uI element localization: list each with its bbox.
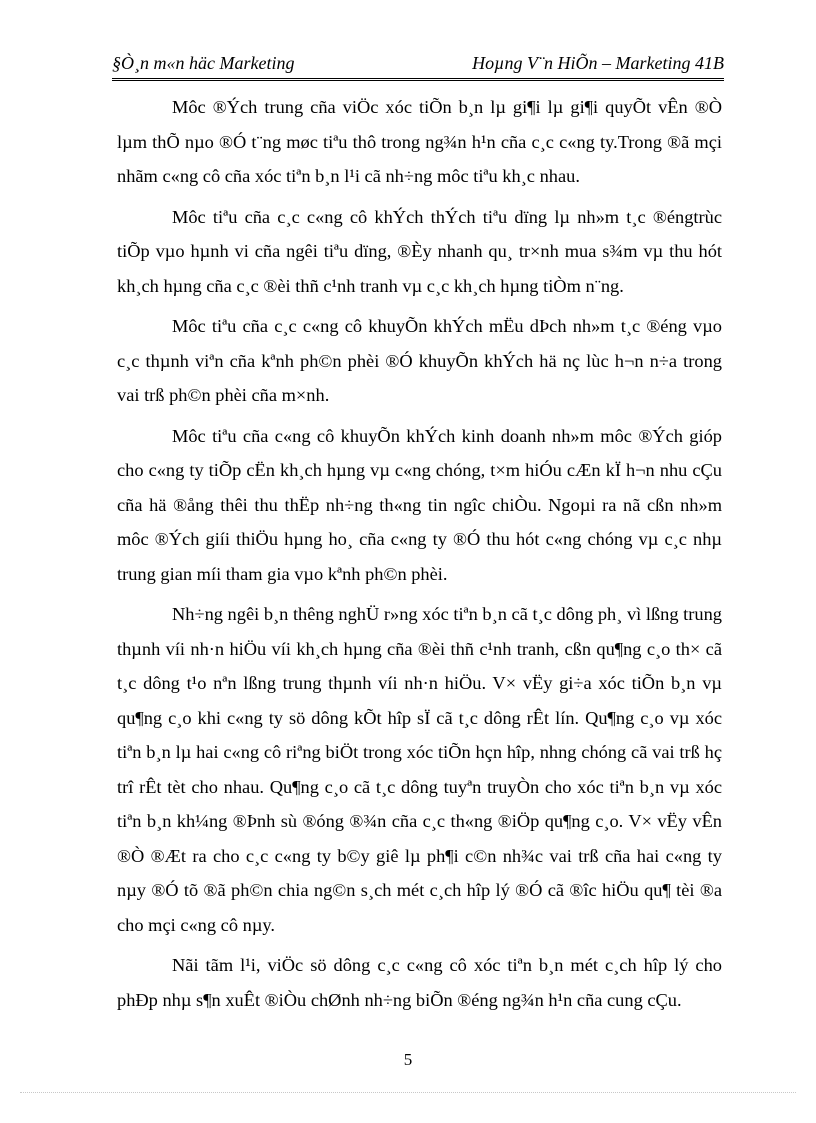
page-header <box>112 50 724 81</box>
paragraph: Môc ®Ých trung cña viÖc xóc tiÕn b¸n lµ gi¶i lµ gi¶i quyÕt vÊn ®Ò lµm thÕ nµo ®Ó t¨ng møc tiªu thô trong ng¾n h¹n cña c¸c c«ng ty.Trong ®ã mçi nhãm c«ng cô cña xóc tiªn b¸n l¹i cã nh÷ng môc tiªu kh¸c nhau. <box>117 97 722 186</box>
paragraph: Nãi tãm l¹i, viÖc sö dông c¸c c«ng cô xóc tiªn b¸n mét c¸ch hîp lý cho phÐp nhµ s¶n xuÊt ®iÒu chØnh nh÷ng biÕn ®éng ng¾n h¹n cña cung cÇu. <box>117 955 722 1010</box>
paragraph: Môc tiªu cña c¸c c«ng cô khÝch thÝch tiªu dïng lµ nh»m t¸c ®éngtrùc tiÕp vµo hµnh vi cña ngêi tiªu dïng, ®Èy nhanh qu¸ tr×nh mua s¾m vµ thu hót kh¸ch hµng cña c¸c ®èi thñ c¹nh tranh vµ c¸c kh¸ch hµng tiÒm n¨ng. <box>117 206 722 296</box>
paragraph: Môc tiªu cña c¸c c«ng cô khuyÕn khÝch mËu dÞch nh»m t¸c ®éng vµo c¸c thµnh viªn cña kªnh ph©n phèi ®Ó khuyÕn khÝch hä nç lùc h¬n n÷a trong vai trß ph©n phèi cña m×nh. <box>117 316 722 405</box>
paragraph: Môc tiªu cña c«ng cô khuyÕn khÝch kinh doanh nh»m môc ®Ých gióp cho c«ng ty tiÕp cËn kh¸ch hµng vµ c«ng chóng, t×m hiÓu cÆn kÏ h¬n nhu cÇu cña hä ®ång thêi thu thËp nh÷ng th«ng tin ngîc chiÒu. Ngoµi ra nã cßn nh»m môc ®Ých giíi thiÖu hµng ho¸ cña c«ng ty ®Ó thu hót c«ng chóng vµ c¸c nhµ trung gian míi tham gia vµo kªnh ph©n phèi. <box>117 425 722 584</box>
body-text <box>117 90 722 1023</box>
header-author: Hoµng V¨n HiÕn – Marketing 41B <box>472 53 724 73</box>
page-bottom-divider <box>20 1092 796 1093</box>
page-number: 5 <box>403 1050 413 1069</box>
header-course-title: §Ò¸n m«n häc Marketing <box>112 53 295 73</box>
paragraph: Nh÷ng ngêi b¸n thêng nghÜ r»ng xóc tiªn b¸n cã t¸c dông ph¸ vì lßng trung thµnh víi nh·n hiÖu víi kh¸ch hµng cña ®èi thñ c¹nh tranh, cßn qu¶ng c¸o th× cã t¸c dông t¹o nªn lßng trung thµnh víi nh·n hiÖu. V× vËy gi÷a xóc tiÕn b¸n vµ qu¶ng c¸o khi c«ng ty sö dông kÕt hîp sÏ cã t¸c dông rÊt lín. Qu¶ng c¸o vµ xóc tiªn b¸n lµ hai c«ng cô riªng biÖt trong xóc tiÕn hçn hîp, nhng chóng cã vai trß hç trî rÊt tèt cho nhau. Qu¶ng c¸o cã t¸c dông tuyªn truyÒn cho xóc tiªn b¸n vµ xóc tiªn b¸n kh¼ng ®Þnh sù ®óng ®¾n cña c¸c th«ng ®iÖp qu¶ng c¸o. V× vËy vÊn ®Ò ®Æt ra cho c¸c c«ng ty b©y giê lµ ph¶i c©n nh¾c vai trß cña hai c«ng ty nµy ®Ó tõ ®ã ph©n chia ng©n s¸ch mét c¸ch hîp lý ®Ó cã ®îc hiÖu qu¶ tèi ®a cho mçi c«ng cô nµy. <box>117 604 722 935</box>
